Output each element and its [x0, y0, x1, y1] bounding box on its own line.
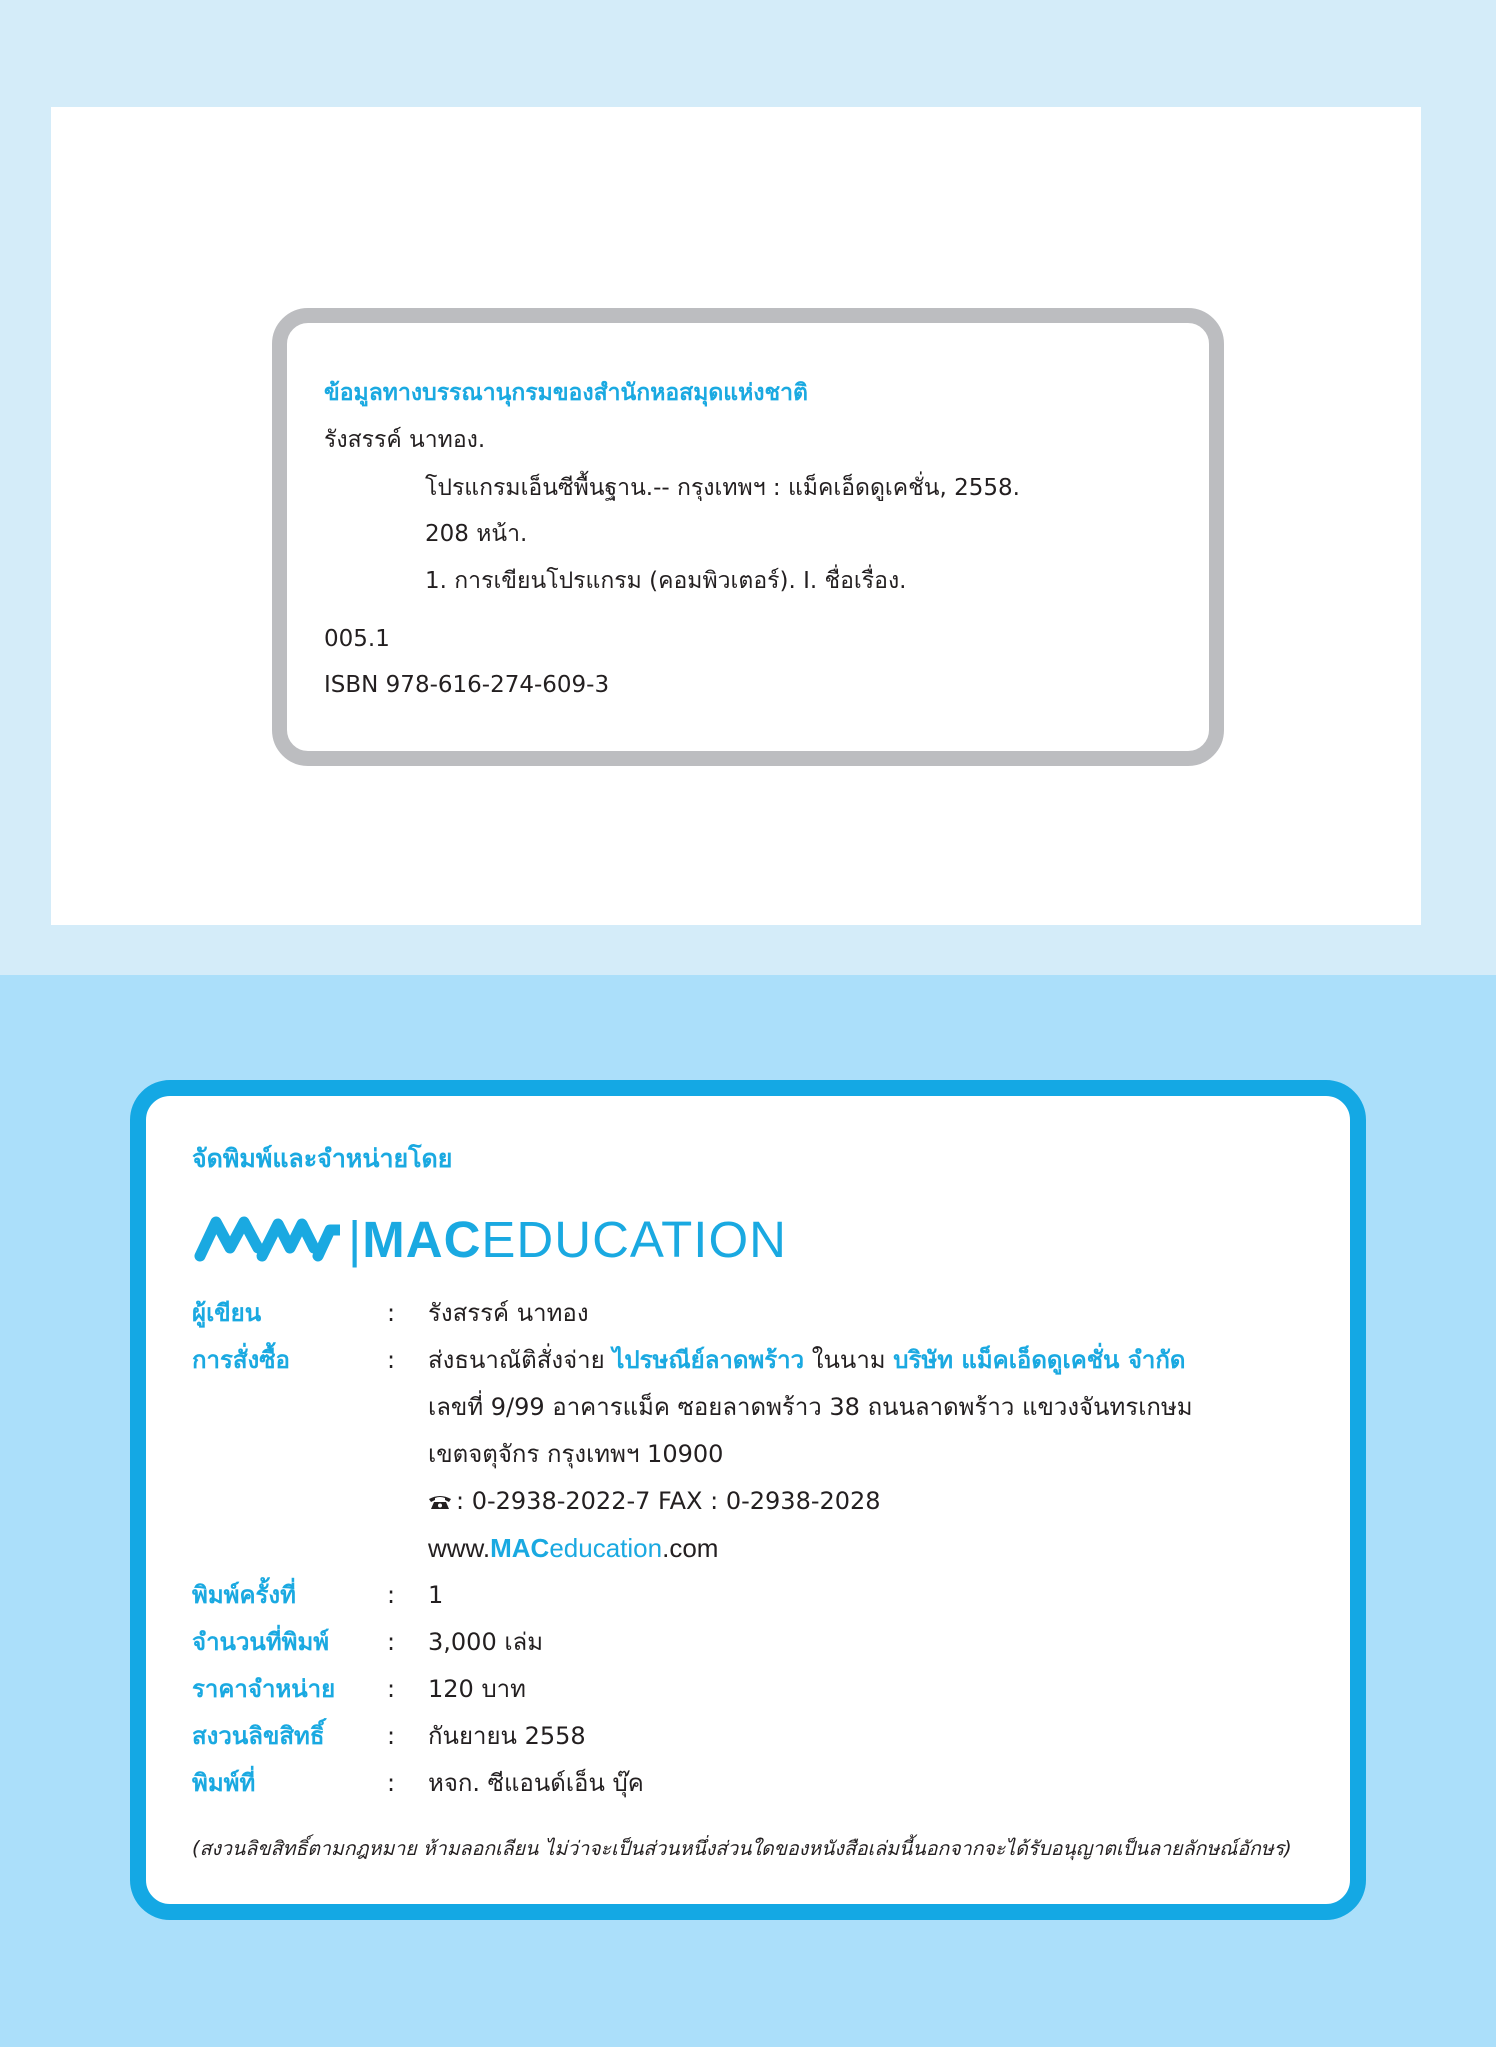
separator: :	[387, 1675, 396, 1703]
row-website	[0, 1532, 1496, 1564]
separator: :	[387, 1346, 396, 1374]
address-line-2: เขตจตุจักร กรุงเทพฯ 10900	[428, 1440, 724, 1468]
row-edition	[0, 1579, 1496, 1611]
copies-label: จำนวนที่พิมพ์	[192, 1628, 330, 1656]
mac-education-logo: |MACEDUCATION	[348, 1211, 787, 1268]
url-education: education	[549, 1533, 663, 1563]
row-price	[0, 1673, 1496, 1705]
price-label: ราคาจำหน่าย	[192, 1675, 336, 1703]
copyright-label: สงวนลิขสิทธิ์	[192, 1722, 325, 1750]
printer-value: หจก. ซีแอนด์เอ็น บุ๊ค	[428, 1769, 644, 1797]
url-suffix: .com	[662, 1533, 719, 1563]
cip-class-number: 005.1	[324, 626, 390, 652]
cip-isbn: ISBN 978-616-274-609-3	[324, 672, 610, 698]
cip-pages: 208 หน้า.	[425, 521, 528, 547]
separator: :	[387, 1722, 396, 1750]
row-order	[0, 1344, 1496, 1376]
website-link[interactable]	[428, 1532, 718, 1564]
printer-label: พิมพ์ที่	[192, 1769, 256, 1797]
author-label: ผู้เขียน	[192, 1299, 262, 1327]
price-value: 120 บาท	[428, 1675, 526, 1703]
phone-fax	[428, 1485, 881, 1517]
row-address-2	[0, 1438, 1496, 1470]
order-text-1: ส่งธนาณัติสั่งจ่าย	[428, 1346, 605, 1374]
order-company: บริษัท แม็คเอ็ดดูเคชั่น จำกัด	[893, 1346, 1186, 1374]
mac-logo-mark	[192, 1208, 340, 1268]
address-line-1: เลขที่ 9/99 อาคารแม็ค ซอยลาดพร้าว 38 ถนนลาดพร้าว แขวงจันทรเกษม	[428, 1393, 1193, 1421]
row-address-1	[0, 1391, 1496, 1423]
row-phone	[0, 1485, 1496, 1517]
author-value: รังสรรค์ นาทอง	[428, 1299, 589, 1327]
cip-title: ข้อมูลทางบรรณานุกรมของสำนักหอสมุดแห่งชาติ	[324, 380, 808, 406]
order-post-office: ไปรษณีย์ลาดพร้าว	[612, 1346, 805, 1374]
logo-rest-text: EDUCATION	[481, 1211, 787, 1268]
separator: :	[387, 1769, 396, 1797]
edition-label: พิมพ์ครั้งที่	[192, 1581, 296, 1609]
order-text-2: ในนาม	[811, 1346, 886, 1374]
row-printer	[0, 1767, 1496, 1799]
separator: :	[387, 1581, 396, 1609]
order-label: การสั่งซื้อ	[192, 1346, 290, 1374]
url-brand: MAC	[490, 1533, 550, 1563]
copyright-value: กันยายน 2558	[428, 1722, 586, 1750]
row-copies	[0, 1626, 1496, 1658]
row-copyright	[0, 1720, 1496, 1752]
cip-title-imprint: โปรแกรมเอ็นซีพื้นฐาน.-- กรุงเทพฯ : แม็คเอ็ดดูเคชั่น, 2558.	[425, 475, 1020, 501]
phone-fax-text: : 0-2938-2022-7 FAX : 0-2938-2028	[456, 1487, 881, 1515]
cip-subjects: 1. การเขียนโปรแกรม (คอมพิวเตอร์). I. ชื่อเรื่อง.	[425, 568, 907, 594]
order-value	[428, 1344, 1185, 1376]
copies-value: 3,000 เล่ม	[428, 1628, 544, 1656]
row-author	[0, 1297, 1496, 1329]
edition-value: 1	[428, 1581, 444, 1609]
publisher-heading: จัดพิมพ์และจำหน่ายโดย	[192, 1144, 453, 1173]
copyright-footnote: (สงวนลิขสิทธิ์ตามกฎหมาย ห้ามลอกเลียน ไม่ว่าจะเป็นส่วนหนึ่งส่วนใดของหนังสือเล่มนี้นอกจากจะได้รับอนุญาตเป็นลายลักษณ์อักษร)	[192, 1837, 1292, 1860]
cip-author: รังสรรค์ นาทอง.	[324, 427, 486, 453]
telephone-icon	[428, 1494, 452, 1510]
separator: :	[387, 1628, 396, 1656]
separator: :	[387, 1299, 396, 1327]
url-prefix: www.	[428, 1533, 491, 1563]
logo-brand-text: MAC	[362, 1211, 482, 1268]
